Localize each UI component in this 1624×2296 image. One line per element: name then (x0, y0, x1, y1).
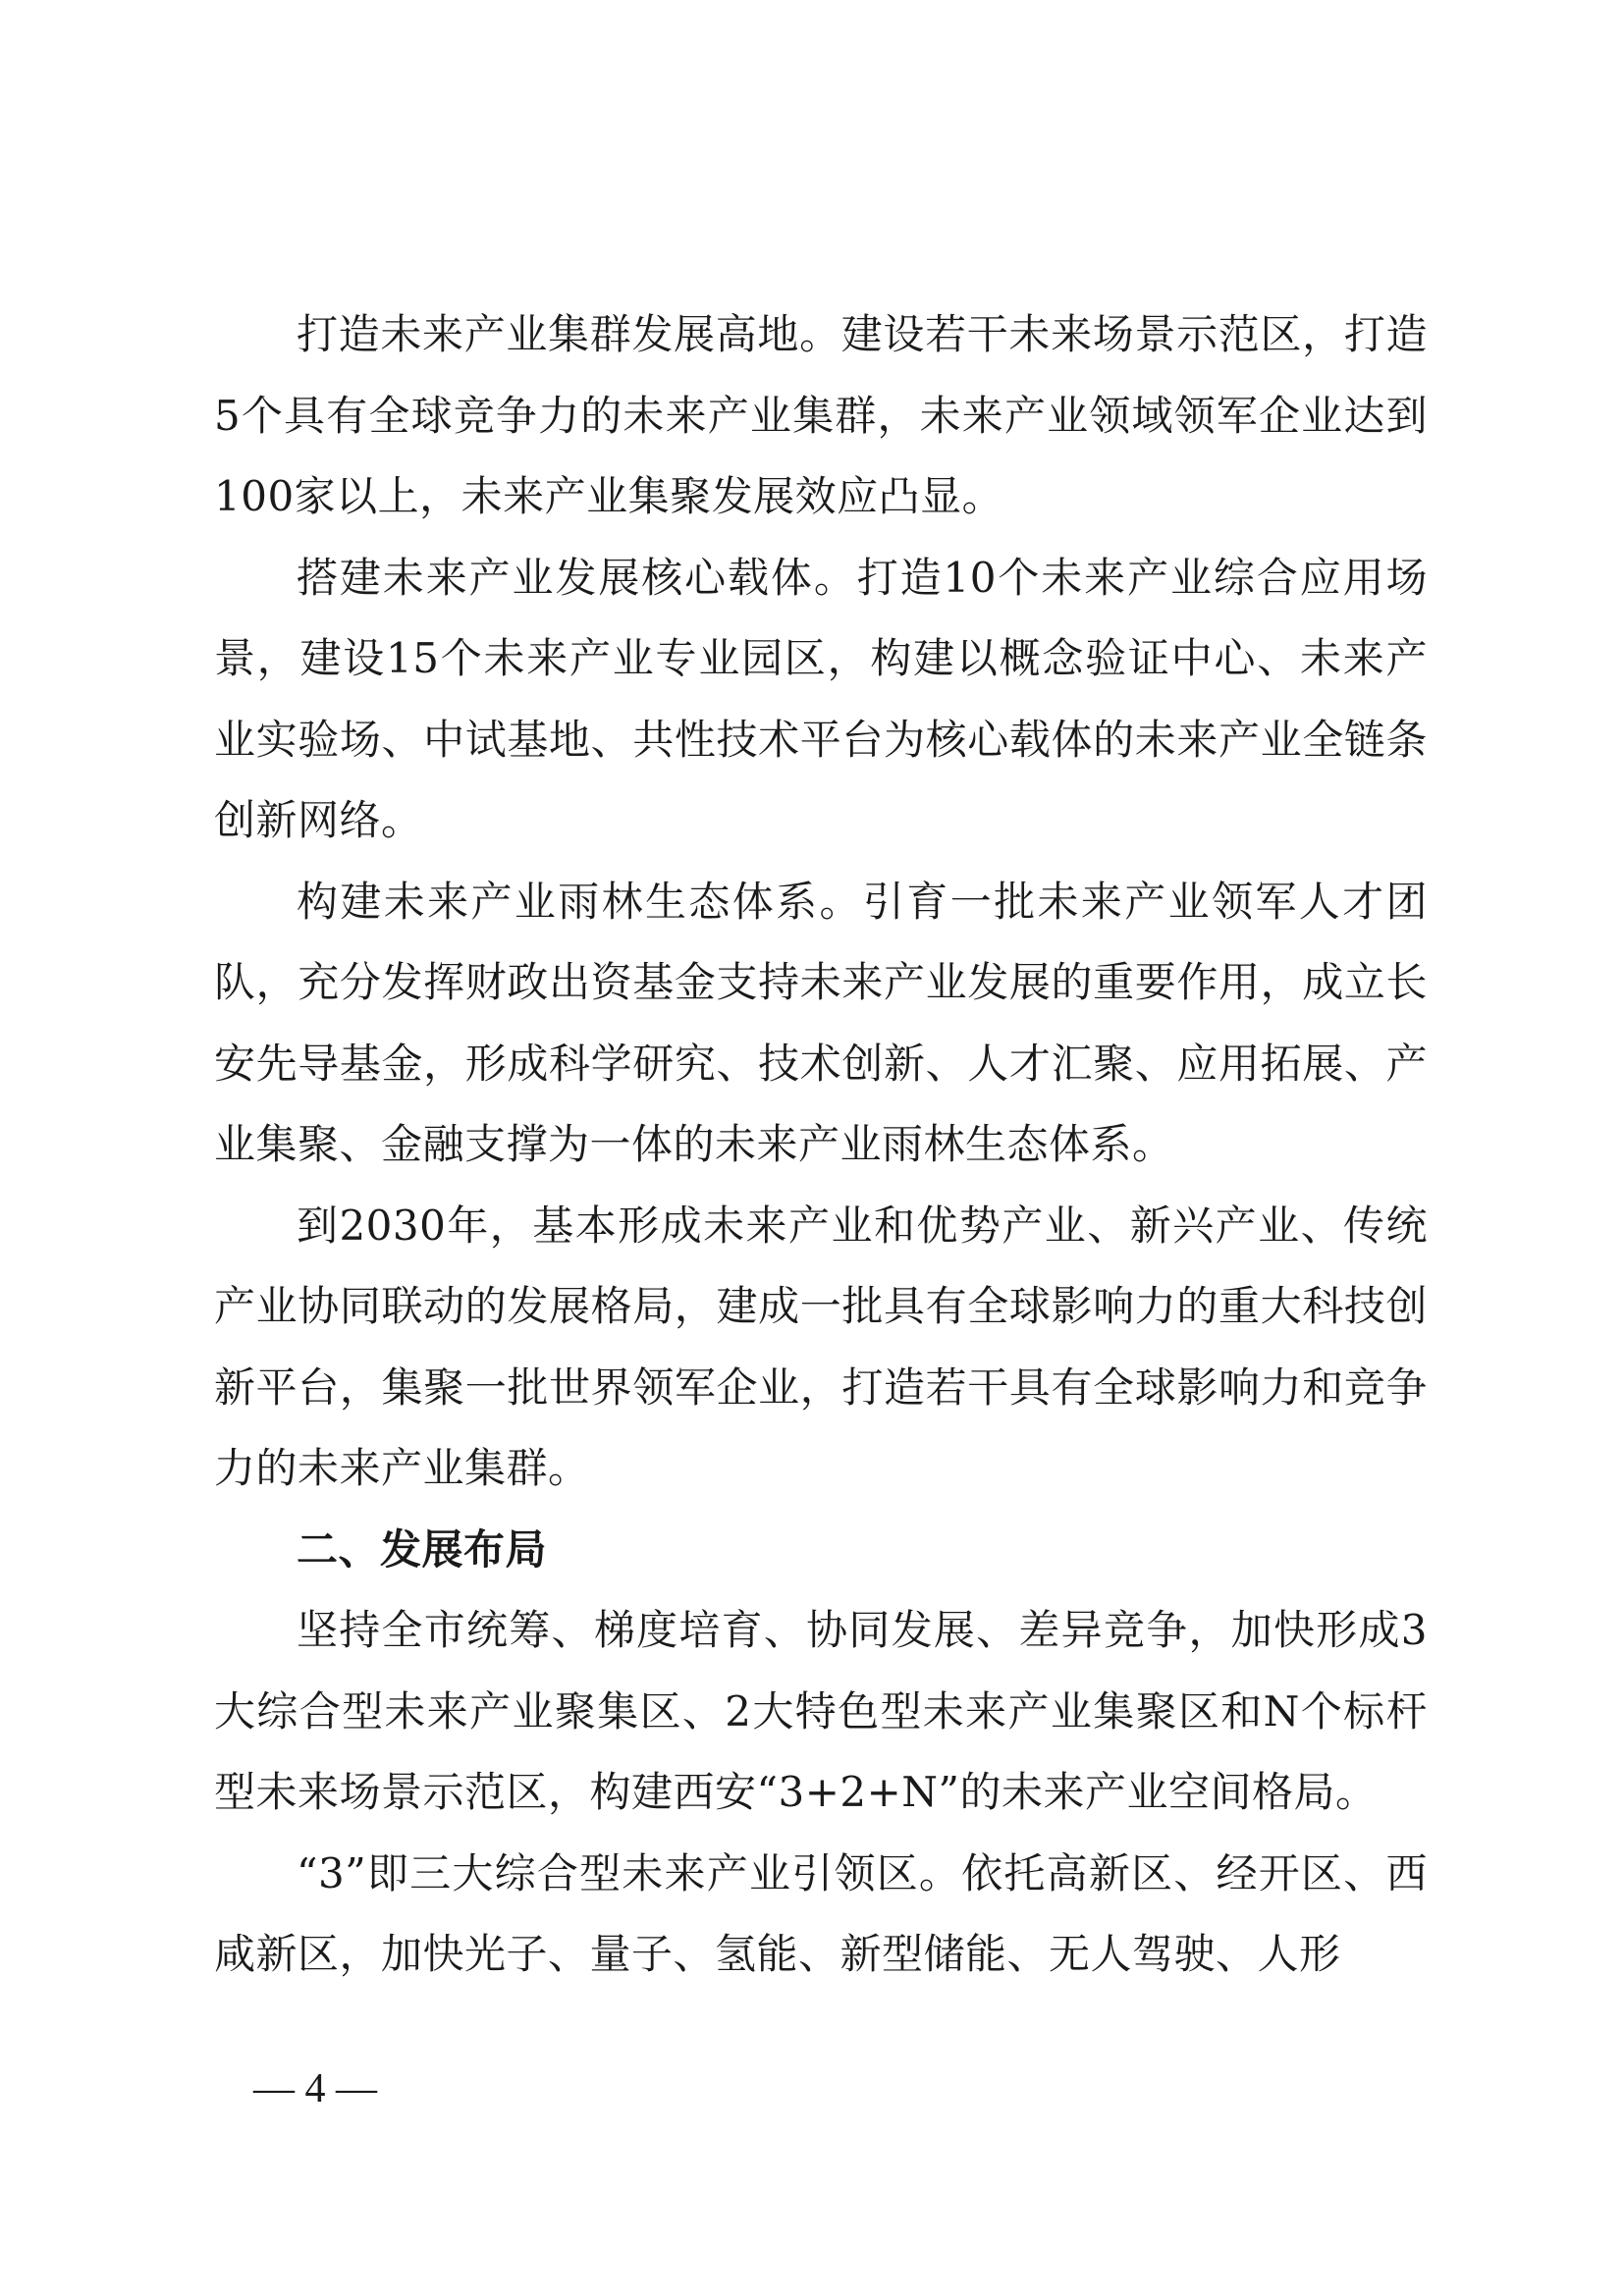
paragraph-rainforest-ecosystem: 构建未来产业雨林生态体系。引育一批未来产业领军人才团队，充分发挥财政出资基金支持未来产业发展的重要作用，成立长安先导基金，形成科学研究、技术创新、人才汇聚、应用拓展、产业集聚、金融支撑为一体的未来产业雨林生态体系。 (214, 877, 1428, 1168)
paragraph-core-carrier: 搭建未来产业发展核心载体。打造10个未来产业综合应用场景，建设15个未来产业专业园区，构建以概念验证中心、未来产业实验场、中试基地、共性技术平台为核心载体的未来产业全链条创新网络。 (214, 553, 1428, 844)
paragraph-spatial-layout: 坚持全市统筹、梯度培育、协同发展、差异竞争，加快形成3大综合型未来产业聚集区、2大特色型未来产业集聚区和N个标杆型未来场景示范区，构建西安“3+2+N”的未来产业空间格局。 (214, 1606, 1428, 1816)
paragraph-three-zones: “3”即三大综合型未来产业引领区。依托高新区、经开区、西咸新区，加快光子、量子、氢能、新型储能、无人驾驶、人形 (214, 1848, 1428, 1978)
paragraph-future-industry-cluster: 打造未来产业集群发展高地。建设若干未来场景示范区，打造5个具有全球竞争力的未来产业集群，未来产业领域领军企业达到100家以上，未来产业集聚发展效应凸显。 (214, 310, 1428, 520)
section-heading-development-layout: 二、发展布局 (297, 1524, 548, 1574)
page-number: — 4 — (253, 2066, 377, 2111)
paragraph-2030-goal: 到2030年，基本形成未来产业和优势产业、新兴产业、传统产业协同联动的发展格局，建成一批具有全球影响力的重大科技创新平台，集聚一批世界领军企业，打造若干具有全球影响力和竞争力的未来产业集群。 (214, 1201, 1428, 1492)
document-body (214, 294, 1428, 1996)
